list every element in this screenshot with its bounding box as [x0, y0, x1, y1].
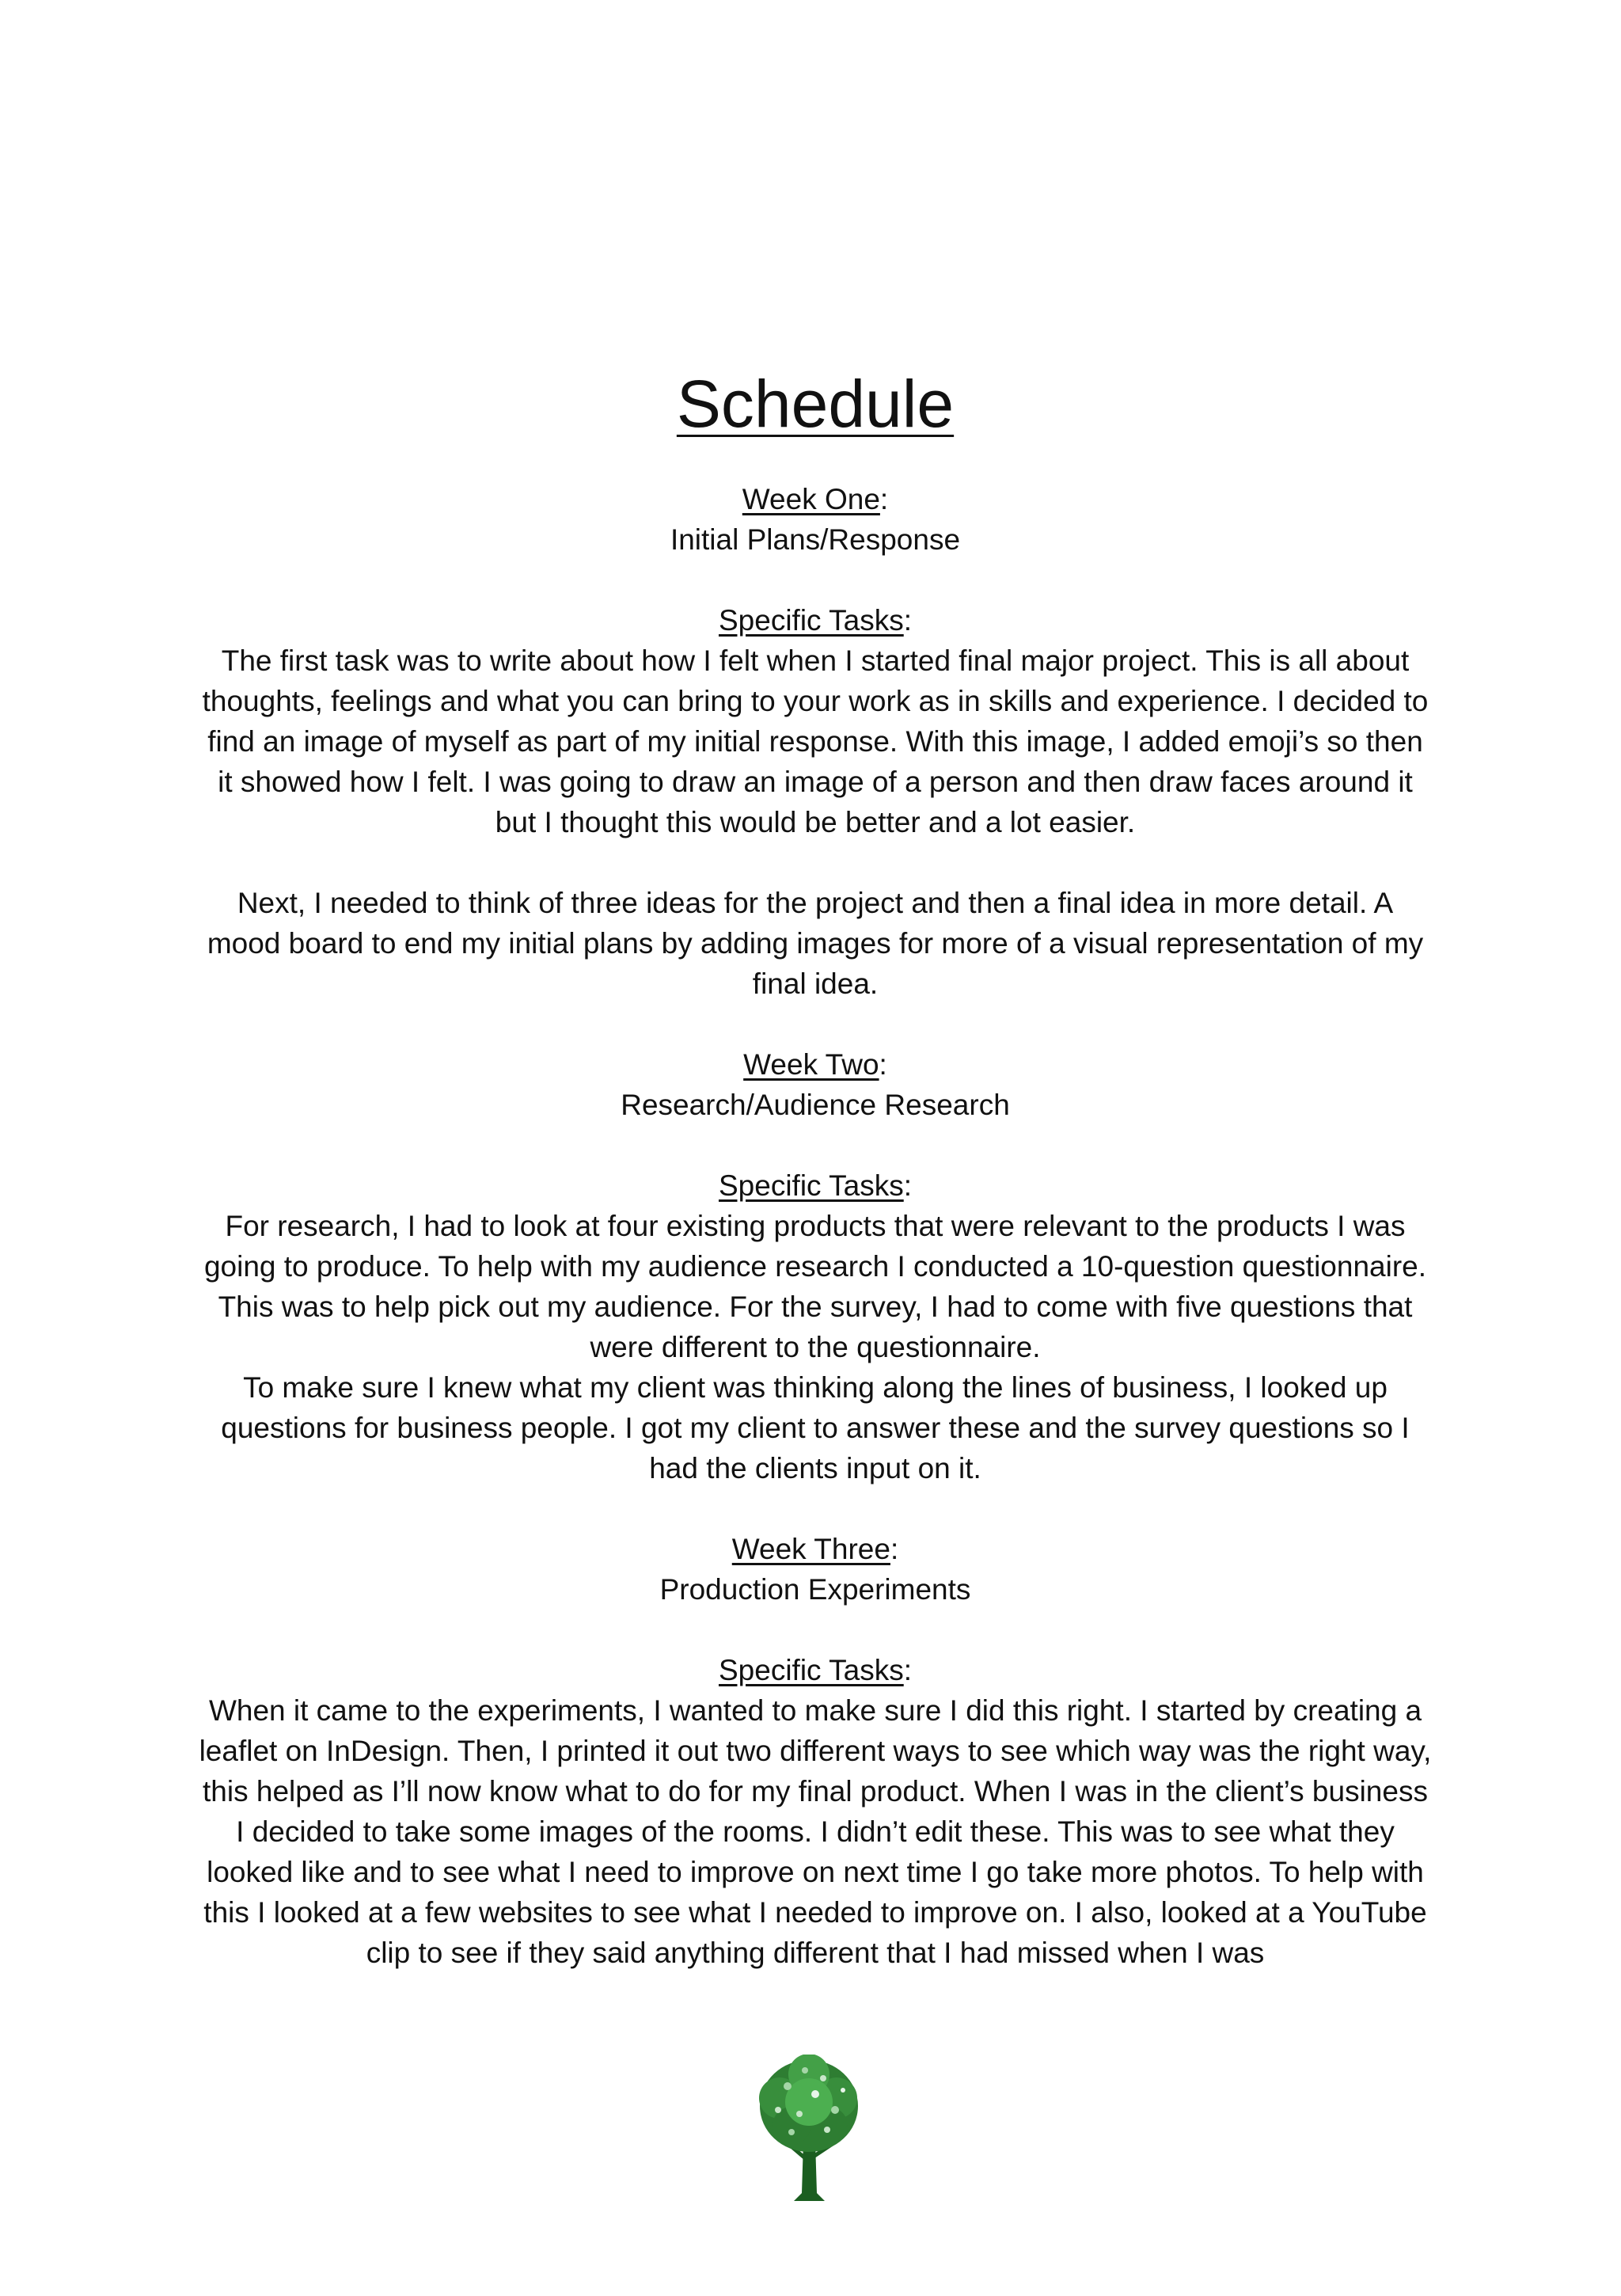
spacer	[198, 1488, 1433, 1529]
spacer	[198, 842, 1433, 883]
spacer	[198, 1610, 1433, 1650]
tasks-heading-text: Specific Tasks	[718, 1654, 904, 1686]
tasks-heading-text: Specific Tasks	[718, 1169, 904, 1202]
spacer	[198, 1125, 1433, 1165]
spacer	[198, 1004, 1433, 1044]
tasks-heading: Specific Tasks:	[718, 1169, 913, 1202]
paragraph: To make sure I knew what my client was thinking along the lines of business, I looked up questions for business people. I got my client to answer these and the survey questions so I had the clients input on it.	[221, 1371, 1410, 1484]
week-heading-text: Week Two	[743, 1048, 879, 1081]
week-heading: Week One:	[742, 483, 889, 515]
week-heading: Week Two:	[743, 1048, 887, 1081]
paragraph: The first task was to write about how I felt when I started final major project. This is all about thoughts, feelings and what you can bring to your work as in skills and experience. I decided to find an image of myself as part of my initial response. With this image, I added emoji’s so then it showed how I felt. I was going to draw an image of a person and then draw faces around it but I thought this would be better and a lot easier.	[202, 644, 1429, 838]
week-three-section	[198, 1529, 1433, 1973]
spacer	[198, 560, 1433, 600]
week-subtitle: Research/Audience Research	[621, 1089, 1010, 1121]
week-heading-text: Week One	[742, 483, 880, 515]
paragraph: Next, I needed to think of three ideas for the project and then a final idea in more detail. A mood board to end my initial plans by adding images for more of a visual representation of my final idea.	[207, 887, 1424, 1000]
week-heading-text: Week Three	[731, 1533, 890, 1565]
week-subtitle: Initial Plans/Response	[670, 523, 961, 556]
tasks-heading-text: Specific Tasks	[718, 604, 904, 637]
week-one-section	[198, 479, 1433, 1044]
page-title: Schedule	[676, 367, 955, 441]
tasks-heading: Specific Tasks:	[718, 604, 913, 637]
paragraph: For research, I had to look at four existing products that were relevant to the products I was going to produce. To help with my audience research I conducted a 10-question questionnaire. This was to help pick out my audience. For the survey, I had to come with five questions that were different to the questionnaire.	[203, 1210, 1427, 1363]
document-content	[198, 360, 1433, 1973]
week-two-section	[198, 1044, 1433, 1529]
paragraph: When it came to the experiments, I wanted to make sure I did this right. I started by creating a leaflet on InDesign. Then, I printed it out two different ways to see which way was the right way, this helped as I’ll now know what to do for my final product. When I was in the client’s business I decided to take some images of the rooms. I didn’t edit these. This was to see what they looked like and to see what I need to improve on next time I go take more photos. To help with this I looked at a few websites to see what I needed to improve on. I also, looked at a YouTube clip to see if they said anything different that I had missed when I was	[199, 1694, 1432, 1969]
week-heading: Week Three:	[731, 1533, 899, 1565]
tasks-heading: Specific Tasks:	[718, 1654, 913, 1686]
tree-icon	[756, 2055, 863, 2205]
week-subtitle: Production Experiments	[659, 1573, 971, 1606]
